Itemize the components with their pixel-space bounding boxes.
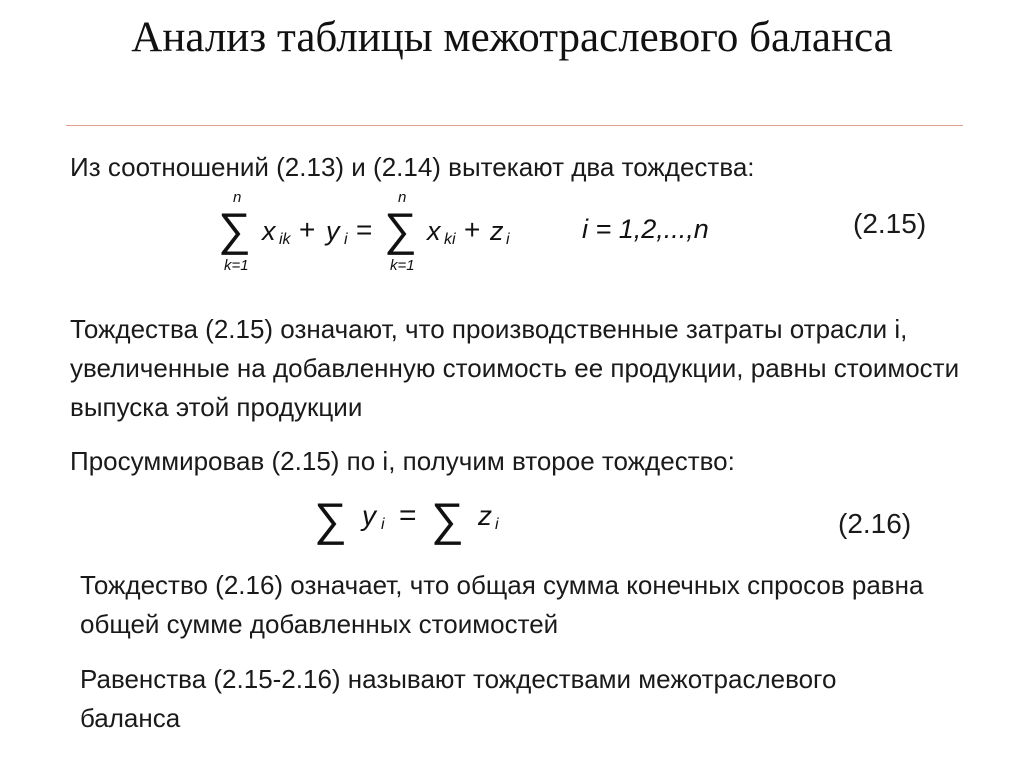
equals-sign: = <box>399 499 417 532</box>
plus-sign: + <box>464 214 481 245</box>
sigma-symbol: ∑ <box>218 203 251 255</box>
sub-ik: ik <box>279 231 291 248</box>
plus-sign: + <box>299 214 316 245</box>
index-range: i = 1,2,...,n <box>582 214 709 244</box>
var-y: y <box>362 500 376 531</box>
title-divider <box>66 125 963 126</box>
sum-upper-limit: n <box>398 189 407 206</box>
sum-lower-limit: k=1 <box>224 257 249 274</box>
paragraph-explanation-2-15: Тождества (2.15) означают, что производственные затраты отрасли i, увеличенные на добавленную стоимость ее продукции, равны стоимости выпуска этой продукции <box>70 314 960 422</box>
sub-i-z: i <box>495 516 499 533</box>
var-y: y <box>326 216 340 246</box>
paragraph-summation: Просуммировав (2.15) по i, получим второе тождество: <box>70 446 735 476</box>
equation-number-2-15: (2.15) <box>853 208 927 239</box>
equals-sign: = <box>356 214 373 245</box>
sub-i-z: i <box>506 231 510 248</box>
var-x: x <box>262 216 276 246</box>
sub-ki: ki <box>444 231 456 248</box>
sum-upper-limit: n <box>233 189 242 206</box>
paragraph-conclusion: Равенства (2.15-2.16) называют тождествами межотраслевого баланса <box>80 664 837 733</box>
paragraph-explanation-2-16: Тождество (2.16) означает, что общая сумма конечных спросов равна общей сумме добавленных стоимостей <box>80 570 924 639</box>
sub-i-y: i <box>344 231 348 248</box>
var-x: x <box>427 216 441 246</box>
sigma-symbol: ∑ <box>384 203 417 255</box>
equation-number-2-16: (2.16) <box>838 508 912 539</box>
sum-lower-limit: k=1 <box>390 257 415 274</box>
sigma-symbol: ∑ <box>314 493 347 545</box>
slide-title: Анализ таблицы межотраслевого баланса <box>131 14 893 61</box>
paragraph-intro: Из соотношений (2.13) и (2.14) вытекают два тождества: <box>70 152 755 182</box>
sigma-symbol: ∑ <box>431 493 464 545</box>
var-z: z <box>490 216 504 246</box>
var-z: z <box>478 500 492 531</box>
sub-i-y: i <box>381 516 385 533</box>
